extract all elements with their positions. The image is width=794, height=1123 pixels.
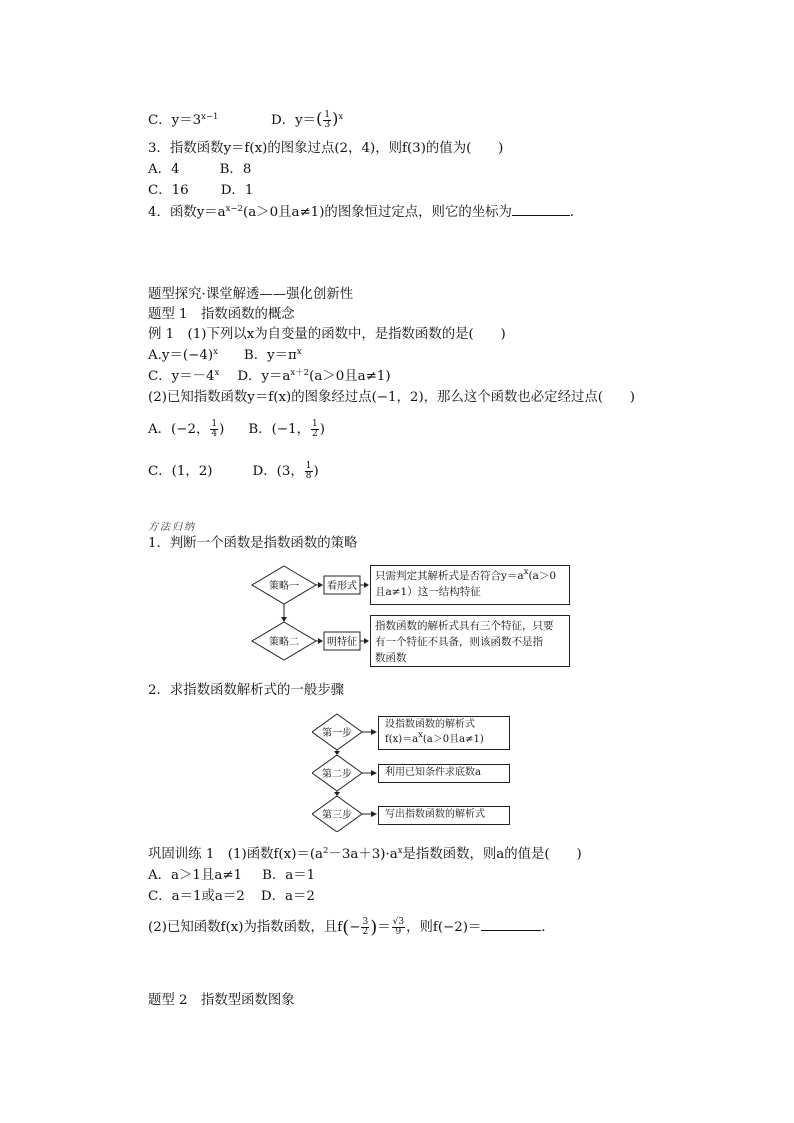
option-a: A．a＞1且a≠1 — [148, 868, 243, 883]
method-item-1: 1．判断一个函数是指数函数的策略 — [148, 536, 358, 551]
option-d: D．$y=a^{x+2}(a>0$且a≠1) — [237, 368, 391, 384]
example-1-q2-options-cd — [148, 462, 319, 481]
example-1-q2-stem: (2)已知指数函数y＝f(x)的图象经过点(−1，2)，那么这个函数也必定经过点( ) — [148, 390, 635, 405]
clear-feature-label: 明特征 — [327, 637, 357, 648]
type-1-heading: 题型 1 指数函数的概念 — [148, 307, 295, 322]
practice-1-options-ab — [148, 867, 315, 885]
section-title: 题型探究·课堂解透——强化创新性 — [148, 287, 354, 302]
method-item-2: 2．求指数函数解析式的一般步骤 — [148, 683, 344, 698]
step-2-label: 第二步 — [322, 769, 352, 780]
option-a: $A.y=(-4)^x$ — [148, 347, 218, 363]
arrowhead — [334, 792, 340, 796]
strategy-2-label: 策略二 — [269, 637, 299, 648]
option-b: B．$y=\pi^x$ — [243, 347, 302, 363]
option-b: B．8 — [219, 162, 252, 177]
option-a: A．(−2， $\frac{1}{4}$ ) — [148, 419, 225, 439]
option-a: A．4 — [148, 162, 180, 177]
option-b: B．(−1， $\frac{1}{2}$ ) — [248, 419, 325, 439]
option-c: C．a＝1或a＝2 — [148, 889, 245, 904]
option-d: D．(3， $\frac{1}{8}$ ) — [252, 461, 319, 481]
practice-1-q2: (2)已知函数f(x)为指数函数，且f(− $\frac{3}{2}$ )＝ $\frac{√3}{9}$ ，则f(−2)＝ ． — [148, 917, 555, 938]
example-1-options-cd — [148, 368, 391, 386]
practice-1-stem: 巩固训练 1 (1)函数$f(x)=(a^2-3a+3)\cdot a^x$是指数函数，则a的值是( ) — [148, 846, 582, 862]
option-d: D．y＝( $\frac{1}{3}$ )$^x$ — [270, 109, 344, 130]
example-1-q2-options-ab — [148, 420, 325, 439]
answer-blank[interactable] — [512, 203, 570, 216]
arrowhead — [364, 638, 369, 644]
arrowhead — [281, 617, 287, 622]
arrowhead — [318, 638, 323, 644]
option-c: C．$y=-4^x$ — [148, 368, 220, 384]
step-2-box: 利用已知条件求底数a — [378, 764, 510, 783]
practice-1-options-cd — [148, 888, 315, 906]
strategy-1-detail-box: 只需判定其解析式是否符合$y=a^x(a>0$ 且a≠1）这一结构特征 — [370, 565, 570, 605]
strategy-1-label: 策略一 — [269, 581, 299, 592]
example-1-options-ab — [148, 347, 302, 365]
arrowhead — [364, 582, 369, 588]
option-d: D．1 — [220, 183, 254, 198]
option-c: C．16 — [148, 183, 189, 198]
option-line-cd — [148, 110, 343, 130]
arrowhead — [371, 770, 377, 776]
arrowhead — [318, 582, 323, 588]
arrowhead — [371, 811, 377, 817]
question-4-stem: 4．函数$y=a^{x-2}(a>0$且a≠1)的图象恒过定点，则它的坐标为 ． — [148, 204, 584, 220]
type-2-heading: 题型 2 指数型函数图象 — [148, 993, 295, 1008]
look-form-label: 看形式 — [327, 581, 357, 592]
method-heading: 方法归纳 — [148, 522, 196, 533]
question-3-stem: 3．指数函数y＝f(x)的图象过点(2，4)，则f(3)的值为( ) — [148, 141, 504, 156]
arrowhead — [371, 729, 377, 735]
step-1-box: 设指数函数的解析式 $f(x)=a^x(a>0$且a≠1) — [378, 716, 510, 750]
answer-blank[interactable] — [481, 918, 541, 931]
example-1-stem: 例 1 (1)下列以x为自变量的函数中，是指数函数的是( ) — [148, 327, 506, 342]
option-b: B．a＝1 — [262, 868, 316, 883]
question-3-options-ab — [148, 161, 251, 179]
arrowhead — [334, 751, 340, 755]
strategy-2-detail-box: 指数函数的解析式具有三个特征，只要 有一个特征不具备，则该函数不是指 数函数 — [370, 615, 570, 667]
step-1-label: 第一步 — [322, 728, 352, 739]
option-c: C．$y=3^{x-1}$ — [148, 112, 219, 128]
question-3-options-cd — [148, 182, 253, 200]
option-d: D．a＝2 — [260, 889, 315, 904]
option-c: C．(1，2) — [148, 464, 213, 479]
step-3-label: 第三步 — [322, 810, 352, 821]
step-3-box: 写出指数函数的解析式 — [378, 806, 510, 825]
